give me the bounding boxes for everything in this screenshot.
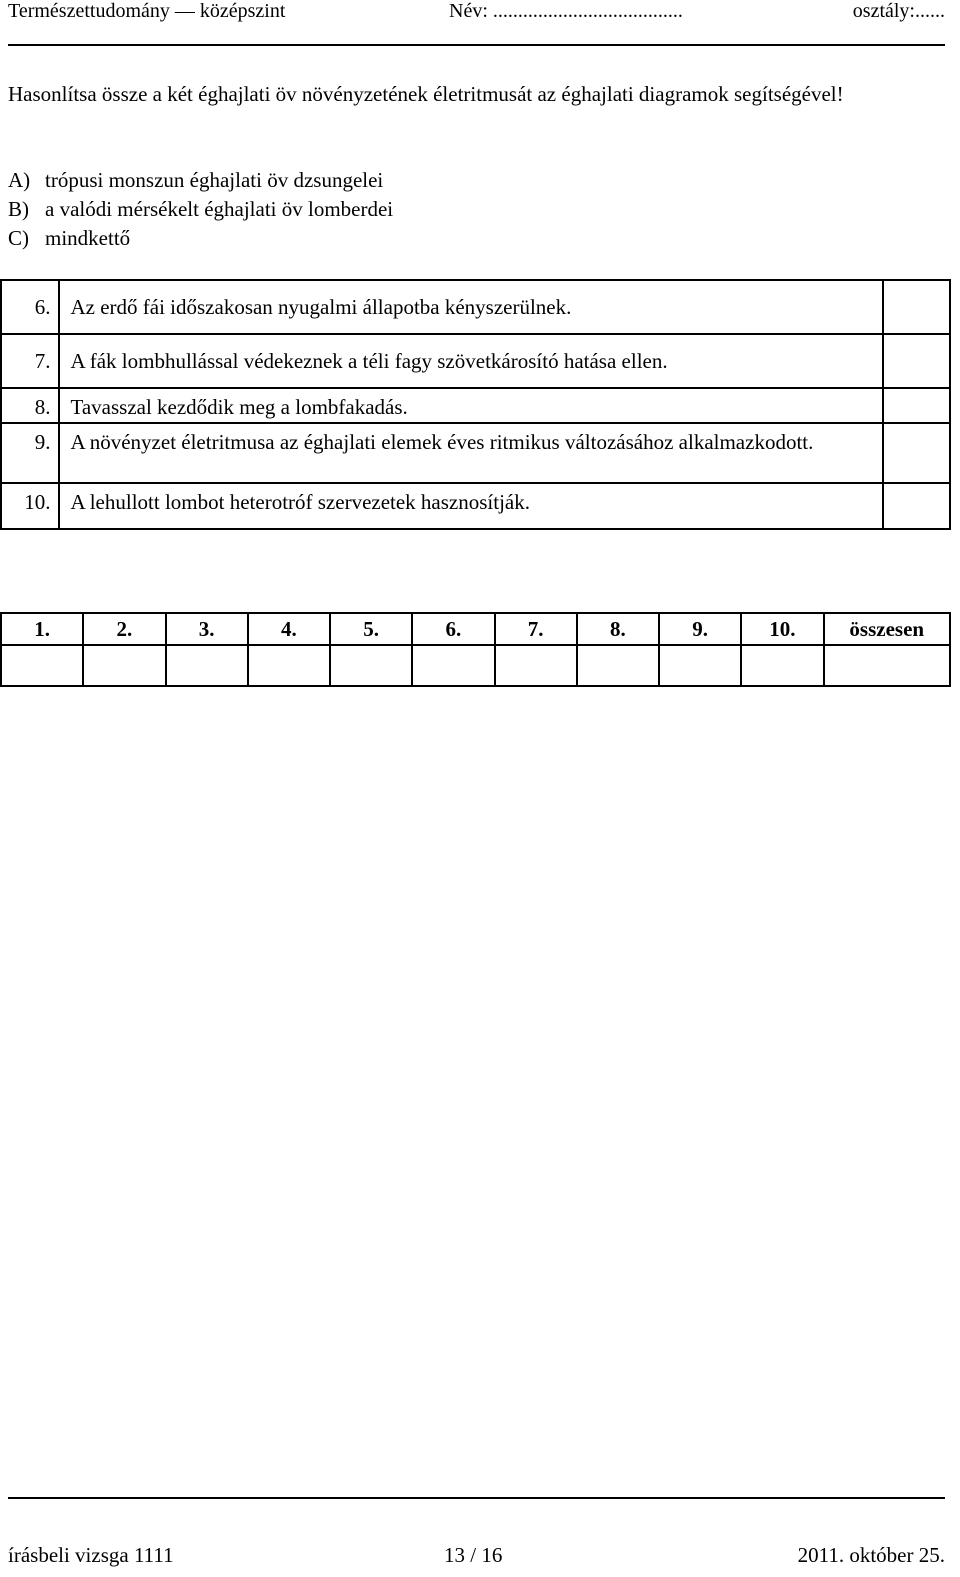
score-cell[interactable] xyxy=(659,645,741,686)
page-header xyxy=(8,0,945,24)
statement-text: Tavasszal kezdődik meg a lombfakadás. xyxy=(59,388,883,423)
option-b xyxy=(8,195,393,224)
score-header-cell: 5. xyxy=(330,613,412,645)
score-cell[interactable] xyxy=(1,645,83,686)
score-cell[interactable] xyxy=(248,645,330,686)
answer-box[interactable] xyxy=(883,334,950,388)
footer-rule xyxy=(8,1497,945,1499)
score-cell[interactable] xyxy=(412,645,494,686)
task-instruction: Hasonlítsa össze a két éghajlati öv növényzetének életritmusát az éghajlati diagramok segítségével! xyxy=(8,82,844,106)
option-letter: A) xyxy=(8,168,31,192)
option-text: mindkettő xyxy=(45,226,131,250)
answer-box[interactable] xyxy=(883,388,950,423)
score-header-cell: 4. xyxy=(248,613,330,645)
statements-table xyxy=(0,279,951,530)
score-cell[interactable] xyxy=(577,645,659,686)
statement-number: 9. xyxy=(1,423,59,483)
score-total-cell[interactable] xyxy=(824,645,951,686)
statement-text: A lehullott lombot heterotróf szervezetek hasznosítják. xyxy=(59,483,883,529)
statement-number: 7. xyxy=(1,334,59,388)
score-header-cell: 9. xyxy=(659,613,741,645)
score-table xyxy=(0,612,951,687)
statement-text: A fák lombhullással védekeznek a téli fagy szövetkárosító hatása ellen. xyxy=(59,334,883,388)
footer-page-number: 13 / 16 xyxy=(444,1543,503,1567)
statement-number: 10. xyxy=(1,483,59,529)
score-header-cell: 1. xyxy=(1,613,83,645)
page-footer xyxy=(8,1543,945,1569)
header-name-field: Név: ...................................... xyxy=(449,0,683,22)
answer-box[interactable] xyxy=(883,423,950,483)
option-text: trópusi monszun éghajlati öv dzsungelei xyxy=(45,168,384,192)
header-rule xyxy=(8,44,945,46)
score-cell[interactable] xyxy=(741,645,823,686)
statement-row xyxy=(1,423,950,483)
score-cell[interactable] xyxy=(330,645,412,686)
header-class-field: osztály:...... xyxy=(852,0,945,22)
score-cell[interactable] xyxy=(495,645,577,686)
score-header-cell: 8. xyxy=(577,613,659,645)
footer-exam: írásbeli vizsga 1111 xyxy=(8,1543,174,1567)
score-header-total: összesen xyxy=(824,613,951,645)
score-header-cell: 10. xyxy=(741,613,823,645)
answer-options xyxy=(8,166,393,253)
option-c xyxy=(8,224,393,253)
score-header-cell: 6. xyxy=(412,613,494,645)
statement-text: Az erdő fái időszakosan nyugalmi állapotba kényszerülnek. xyxy=(59,280,883,334)
score-header-row xyxy=(1,613,950,645)
statement-row xyxy=(1,334,950,388)
option-letter: C) xyxy=(8,226,29,250)
score-header-cell: 2. xyxy=(83,613,165,645)
header-subject: Természettudomány — középszint xyxy=(8,0,286,22)
statement-number: 6. xyxy=(1,280,59,334)
statement-row xyxy=(1,483,950,529)
footer-date: 2011. október 25. xyxy=(797,1543,945,1567)
answer-box[interactable] xyxy=(883,280,950,334)
score-cell[interactable] xyxy=(166,645,248,686)
option-a xyxy=(8,166,393,195)
statement-text: A növényzet életritmusa az éghajlati elemek éves ritmikus változásához alkalmazkodott. xyxy=(59,423,883,483)
score-cell[interactable] xyxy=(83,645,165,686)
option-letter: B) xyxy=(8,197,29,221)
statement-row xyxy=(1,388,950,423)
answer-box[interactable] xyxy=(883,483,950,529)
statement-row xyxy=(1,280,950,334)
score-header-cell: 3. xyxy=(166,613,248,645)
score-value-row xyxy=(1,645,950,686)
score-header-cell: 7. xyxy=(495,613,577,645)
statement-number: 8. xyxy=(1,388,59,423)
option-text: a valódi mérsékelt éghajlati öv lomberdei xyxy=(45,197,394,221)
